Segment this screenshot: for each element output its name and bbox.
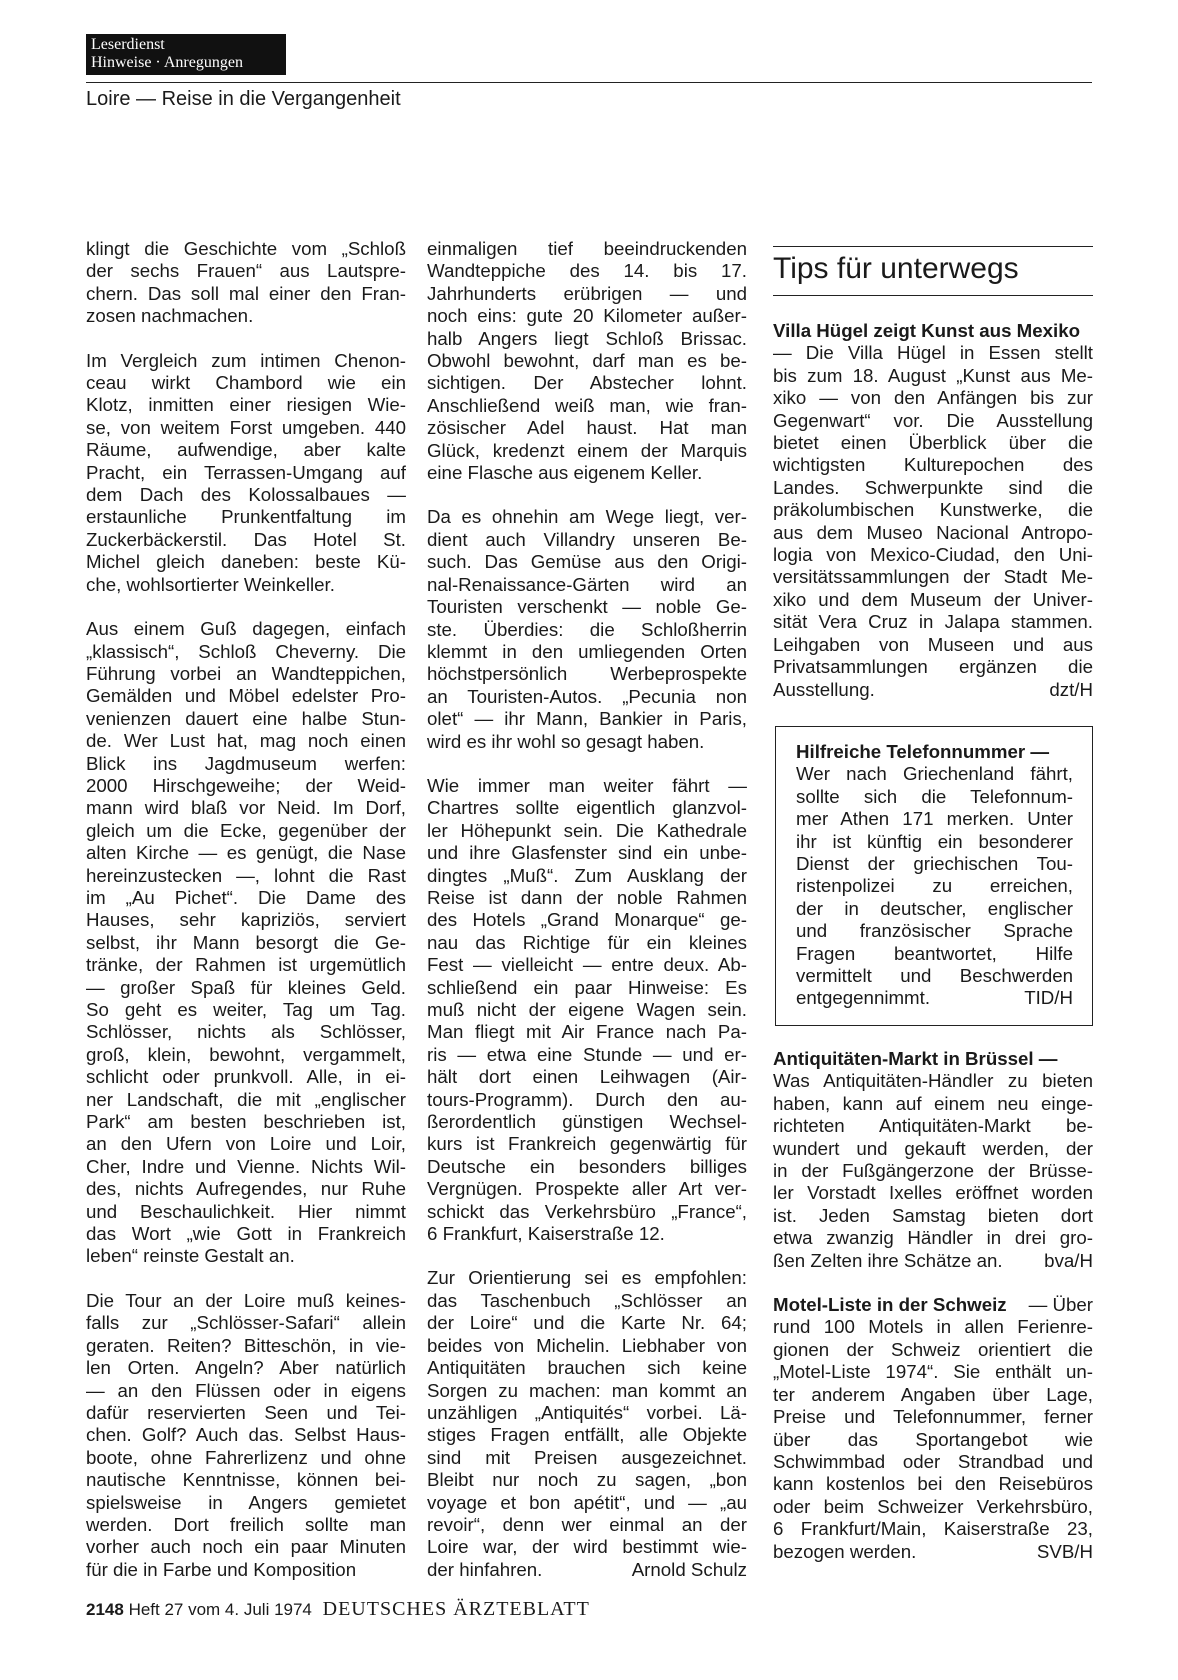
tip-signature: dzt/H [1049,678,1093,700]
tip-signature: SVB/H [1036,1540,1093,1562]
text-line: Antiquitäten brauchen sich keine [427,1357,747,1379]
text-line: Zur Orientierung sei es empfohlen: [427,1267,747,1289]
tip-heading: Antiquitäten-Markt in Brüssel — [773,1048,1058,1069]
tip-signature: TID/H [1024,987,1073,1009]
text-line: klemmt in den umliegenden Orten [427,640,747,662]
text-line: Fragen beantwortet, Hilfe [796,942,1073,964]
text-line: der in deutscher, englischer [796,897,1073,919]
text-line: Dienst der griechischen Tou- [796,853,1073,875]
text-line: Man fliegt mit Air France nach Pa- [427,1021,747,1043]
text-line: haben, kann auf einem neu einge- [773,1092,1093,1114]
text-line: dingtes „Muß“. Zum Ausklang der [427,864,747,886]
text-line: beides von Michelin. Liebhaber von [427,1334,747,1356]
text-line: Cher, Indre und Vienne. Nichts Wil- [86,1155,406,1177]
text-line: über das Sportangebot wie [773,1428,1093,1450]
text-line: wird es ihr wohl so gesagt haben. [427,730,705,752]
tips-rule-bottom [773,295,1093,296]
text-line: 6 Frankfurt/Main, Kaiserstraße 23, [773,1518,1093,1540]
text-line: venienzen dauert eine halbe Stun- [86,707,406,729]
text-line: stiges Fragen entfällt, alle Objekte [427,1424,747,1446]
text-line: dient auch Villandry unseren Be- [427,528,747,550]
text-line: ris — etwa eine Stunde — und er- [427,1043,747,1065]
text-line: ler Vorstadt Ixelles eröffnet worden [773,1182,1093,1204]
text-line: erstaunliche Prunkentfaltung im [86,506,406,528]
text-line: Schwimmbad oder Strandbad und [773,1450,1093,1472]
text-line: tours-Programm). Durch den au- [427,1088,747,1110]
text-line: dafür reservierten Seen und Tei- [86,1401,406,1423]
text-fragment: — Über [1028,1294,1093,1316]
text-line: rund 100 Motels in allen Ferienre- [773,1316,1093,1338]
text-line: Wie immer man weiter fährt — [427,774,747,796]
text-line: für die in Farbe und Komposition [86,1558,357,1580]
text-line: nau das Richtige für ein kleines [427,931,747,953]
text-line: vorher auch noch ein paar Minuten [86,1536,406,1558]
text-line: hält dort einen Leihwagen (Air- [427,1066,747,1088]
text-line: Sorgen zu machen: man kommt an [427,1379,747,1401]
paragraph [427,775,747,1246]
text-line: aus dem Museo Nacional Antropo- [773,521,1093,543]
text-line: der Loire“ und die Karte Nr. 64; [427,1312,747,1334]
text-line: noch eins: gute 20 Kilometer außer- [427,305,747,327]
text-line: Bleibt nur noch zu sagen, „bon [427,1469,747,1491]
signature-line [773,1250,1093,1272]
paragraph [86,350,406,596]
text-line: chen. Golf? Auch das. Selbst Haus- [86,1424,406,1446]
text-line: boote, ohne Fahrerlizenz und ohne [86,1446,406,1468]
text-line: Fest — vielleicht — entre deux. Ab- [427,954,747,976]
text-line: an Touristen-Autos. „Pecunia non [427,685,747,707]
tips-rule-top [773,246,1093,247]
text-line: Loire war, der wird bestimmt wie- [427,1536,747,1558]
text-line: richteten Antiquitäten-Markt be- [773,1115,1093,1137]
text-line: der sechs Frauen“ aus Lautspre- [86,260,406,282]
text-line: und Beschaulichkeit. Hier nimmt [86,1200,406,1222]
text-line: leben“ reinste Gestalt an. [86,1245,295,1267]
article-column-1 [86,238,406,1581]
text-line: ist. Jeden Samstag bieten dort [773,1204,1093,1226]
text-line: — großer Spaß für kleines Geld. [86,976,406,998]
tip-last-line: bezogen werden. [773,1540,917,1562]
text-line: sichtigen. Der Abstecher lohnt. [427,372,747,394]
tip-last-line: ßen Zelten ihre Schätze an. [773,1249,1003,1271]
text-line: nal-Renaissance-Gärten wird an [427,573,747,595]
text-line: muß nicht der eigene Wagen sein. [427,999,747,1020]
text-line: Preise und Telefonnummer, ferner [773,1406,1093,1428]
text-line: revoir“, denn wer einmal an der [427,1513,747,1535]
text-line: an den Ufern von Loire und Loir, [86,1133,406,1155]
header-rule [86,82,1092,83]
text-line: So geht es weiter, Tag um Tag. [86,999,406,1020]
author-name: Arnold Schulz [631,1558,747,1580]
text-line: — an den Flüssen oder in eigens [86,1379,406,1401]
text-line: tränke, der Rahmen ist urgemütlich [86,954,406,976]
text-line: ceau wirkt Chambord wie ein [86,372,406,394]
text-line: Gemälden und Möbel edelster Pro- [86,685,406,707]
text-line: chern. Das soll mal einer den Fran- [86,282,406,304]
text-line: vermittelt und Beschwerden [796,965,1073,987]
journal-name: DEUTSCHES ÄRZTEBLATT [322,1598,590,1620]
text-line: sität Vera Cruz in Jalapa stammen. [773,611,1093,633]
text-line: schickt das Verkehrsbüro „France“, [427,1200,747,1222]
text-line: oder beim Schweizer Verkehrsbüro, [773,1495,1093,1517]
text-line: im „Au Pichet“. Die Dame des [86,886,406,908]
text-line: Wandteppiche des 14. bis 17. [427,260,747,282]
text-line: len Orten. Angeln? Aber natürlich [86,1357,406,1379]
paragraph [86,238,406,328]
text-line: sind mit Preisen ausgezeichnet. [427,1446,747,1468]
article-column-2 [427,238,747,1581]
page-title: Loire — Reise in die Vergangenheit [86,88,401,110]
page-footer [86,1598,590,1621]
text-line: „klassisch“, Schloß Cheverny. Die [86,640,406,662]
badge-line-2: Hinweise · Anregungen [91,54,243,71]
text-line: etwa zwanzig Händler in drei gro- [773,1227,1093,1249]
text-line: Reise ist dann der noble Rahmen [427,886,747,908]
text-line: alten Kirche — es genügt, die Nase [86,842,406,864]
tip-heading: Villa Hügel zeigt Kunst aus Mexiko [773,320,1081,341]
page-number: 2148 [86,1600,124,1619]
text-line: schlicht oder prunkvoll. Alle, in ei- [86,1066,406,1088]
text-line: einmaligen tief beeindruckenden [427,238,747,259]
text-line: nautische Kenntnisse, können bei- [86,1469,406,1491]
text-line: 6 Frankfurt, Kaiserstraße 12. [427,1223,665,1245]
text-line: Die Tour an der Loire muß keines- [86,1289,406,1311]
text-line: werden. Dort freilich sollte man [86,1513,406,1535]
text-line: wundert und gekauft werden, der [773,1137,1093,1159]
text-line: kurs ist Frankreich gegenwärtig für [427,1133,747,1155]
paragraph [427,238,747,484]
text-line: ristenpolizei zu erreichen, [796,875,1073,897]
text-line: des Hotels „Grand Monarque“ ge- [427,909,747,931]
text-line: Michel gleich daneben: beste Kü- [86,551,406,573]
text-line: Anschließend weiß man, wie fran- [427,394,747,416]
text-line: Blick ins Jagdmuseum werfen: [86,752,406,774]
text-line: sollte sich die Telefonnum- [796,785,1073,807]
text-line: groß, klein, bewohnt, vergammelt, [86,1043,406,1065]
text-line: Leihgaben von Museen und aus [773,633,1093,655]
text-line: 2000 Hirschgeweihe; der Weid- [86,774,406,796]
text-line: Glück, kredenzt einem der Marquis [427,439,747,461]
text-line: halb Angers liegt Schloß Brissac. [427,327,747,349]
text-line: kann kostenlos bei den Reisebüros [773,1473,1093,1495]
text-line: che, wohlsortierter Weinkeller. [86,573,335,595]
text-line: Obwohl bewohnt, darf man es be- [427,350,747,372]
text-line: dem Dach des Kolossalbaues — [86,484,406,506]
tip-heading: Hilfreiche Telefonnummer — [796,741,1050,762]
signature-line [796,987,1073,1009]
signature-line [773,1541,1093,1563]
text-line: wichtigsten Kulturepochen des [773,454,1093,476]
text-line: klingt die Geschichte vom „Schloß [86,238,406,259]
text-line: Vergnügen. Prospekte aller Art ver- [427,1178,747,1200]
text-line: Touristen verschenkt — noble Ge- [427,596,747,618]
text-line: olet“ — ihr Mann, Bankier in Paris, [427,708,747,730]
paragraph [427,1267,747,1581]
text-line: ste. Überdies: die Schloßherrin [427,618,747,640]
text-line: such. Das Gemüse aus den Origi- [427,551,747,573]
text-line: voyage et bon apétit“, und — „au [427,1491,747,1513]
text-line: und französischer Sprache [796,920,1073,942]
text-line: versitätssammlungen der Stadt Me- [773,566,1093,588]
text-line: Wer nach Griechenland fährt, [796,763,1073,785]
tip-heading: Motel-Liste in der Schweiz [773,1294,1007,1316]
text-line: Führung vorbei an Wandteppichen, [86,662,406,684]
text-line: Landes. Schwerpunkte sind die [773,476,1093,498]
text-line: Deutsche ein besonders billiges [427,1155,747,1177]
text-line: hereinzustecken —, lohnt die Rast [86,864,406,886]
text-line: Klotz, inmitten einer riesigen Wie- [86,394,406,416]
text-line: ter anderem Angaben über Lage, [773,1383,1093,1405]
text-line: Hauses, sehr kapriziös, serviert [86,909,406,931]
text-line: „Motel-Liste 1974“. Sie enthält un- [773,1361,1093,1383]
tips-title: Tips für unterwegs [773,252,1019,285]
tip-antiquitaeten-motel [773,1048,1093,1563]
text-line: Chartres sollte eigentlich glanzvol- [427,797,747,819]
text-line: bietet einen Überblick über die [773,432,1093,454]
article-last-line: der hinfahren. [427,1558,543,1580]
text-line: Im Vergleich zum intimen Chenon- [86,349,406,371]
text-line: schließend ein paar Hinweise: Es [427,976,747,998]
text-line: selbst, ihr Mann besorgt die Ge- [86,931,406,953]
tip-heading-line [773,1294,1093,1316]
paragraph [86,618,406,1268]
text-line: xiko — von den Anfängen bis zur [773,387,1093,409]
tip-signature: bva/H [1044,1249,1093,1271]
signature-line [773,679,1093,701]
tip-last-line: entgegennimmt. [796,987,931,1009]
text-line: gionen der Schweiz orientiert die [773,1338,1093,1360]
text-line: präkolumbischen Kunstwerke, die [773,499,1093,521]
text-line: de. Wer Lust hat, mag noch einen [86,730,406,752]
paragraph [427,506,747,752]
text-line: unzähligen „Antiquités“ vorbei. Lä- [427,1401,747,1423]
text-line: falls zur „Schlösser-Safari“ allein [86,1312,406,1334]
text-line: mann wird blaß vor Neid. Im Dorf, [86,797,406,819]
section-badge [86,34,286,75]
signature-line [427,1559,747,1581]
text-line: bis zum 18. August „Kunst aus Me- [773,364,1093,386]
text-line: Räume, aufwendige, aber kalte [86,439,406,461]
issue-info: Heft 27 vom 4. Juli 1974 [128,1600,312,1619]
text-line: das Wort „wie Gott in Frankreich [86,1223,406,1245]
badge-line-1: Leserdienst [91,36,165,53]
text-line: zosen nachmachen. [86,305,254,327]
text-line: Privatsammlungen ergänzen die [773,656,1093,678]
tip-telefonnummer-box [775,726,1093,1026]
text-line: mer Athen 171 merken. Unter [796,808,1073,830]
text-line: zösischer Adel haust. Hat man [427,417,747,439]
text-line: das Taschenbuch „Schlösser an [427,1289,747,1311]
text-line: ßerordentlich günstigen Wechsel- [427,1111,747,1133]
text-line: se, von weitem Forst umgeben. 440 [86,416,406,438]
text-line: Was Antiquitäten-Händler zu bieten [773,1070,1093,1092]
text-line: Gegenwart“ vor. Die Ausstellung [773,409,1093,431]
text-line: ner Landschaft, die mit „englischer [86,1088,406,1110]
text-line: und ihre Glasfenster sind ein unbe- [427,842,747,864]
text-line: geraten. Reiten? Bitteschön, in vie- [86,1334,406,1356]
text-line: Aus einem Guß dagegen, einfach [86,618,406,640]
text-line: xiko und dem Museum der Univer- [773,588,1093,610]
text-line: ihr ist künftig ein besonderer [796,830,1073,852]
text-line: logia von Mexico-Ciudad, den Uni- [773,544,1093,566]
paragraph [86,1290,406,1581]
text-line: ler Höhepunkt sein. Die Kathedrale [427,819,747,841]
text-line: spielsweise in Angers gemietet [86,1491,406,1513]
text-line: gleich um die Ecke, gegenüber der [86,819,406,841]
text-line: des, nichts Aufregendes, nur Ruhe [86,1178,406,1200]
text-line: — Die Villa Hügel in Essen stellt [773,342,1093,364]
text-line: in der Fußgängerzone der Brüsse- [773,1160,1093,1182]
text-line: Da es ohnehin am Wege liegt, ver- [427,506,747,528]
text-line: Jahrhunderts erübrigen — und [427,282,747,304]
text-line: Pracht, ein Terrassen-Umgang auf [86,461,406,483]
text-line: eine Flasche aus eigenem Keller. [427,462,703,484]
tip-villa-huegel [773,320,1093,701]
tip-last-line: Ausstellung. [773,678,875,700]
text-line: Park“ am besten beschrieben ist, [86,1111,406,1133]
text-line: Zuckerbäckerstil. Das Hotel St. [86,528,406,550]
text-line: Schlösser, nichts als Schlösser, [86,1021,406,1043]
text-line: höchstpersönlich Werbeprospekte [427,663,747,685]
